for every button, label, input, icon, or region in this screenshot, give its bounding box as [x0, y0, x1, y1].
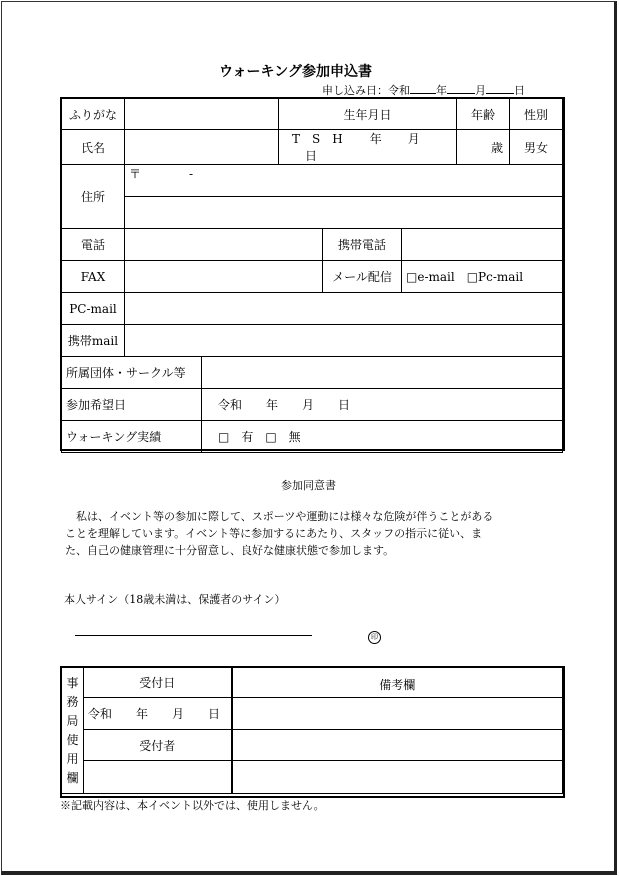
office-char: 用 [66, 751, 79, 766]
office-use-table [61, 667, 563, 794]
birthdate-label: 生年月日 [279, 99, 457, 130]
era-options: T S H [292, 132, 343, 146]
office-char: 欄 [66, 770, 79, 785]
address-label: 住所 [62, 165, 125, 229]
year-label: 年 [436, 84, 447, 97]
year-blank[interactable] [410, 93, 436, 94]
mobile-mail-field[interactable] [125, 325, 563, 357]
postal-dash: - [189, 167, 194, 181]
name-label: 氏名 [62, 130, 125, 165]
consent-line-2: ことを理解しています。イベント等に参加するにあたり、スタッフの指示に従い、ま [65, 527, 483, 540]
office-char: 局 [66, 713, 79, 728]
walking-record-label: ウォーキング実績 [62, 421, 202, 453]
furigana-label: ふりがな [62, 99, 125, 130]
sex-label: 性別 [510, 99, 563, 130]
office-char: 使 [66, 732, 79, 747]
age-label: 年齢 [457, 99, 510, 130]
desired-date-label: 参加希望日 [62, 389, 202, 421]
birth-month-label: 月 [407, 132, 420, 146]
footer-note: ※記載内容は、本イベント以外では、使用しません。 [60, 799, 325, 812]
birth-day-label: 日 [305, 149, 318, 163]
pc-mail-label: PC-mail [62, 293, 125, 325]
application-date-label: 申し込み日：令和 [322, 84, 410, 97]
mail-delivery-options[interactable]: □e-mail □Pc-mail [402, 261, 563, 293]
desired-date-field[interactable]: 令和 年 月 日 [202, 389, 563, 421]
pc-mail-field[interactable] [125, 293, 563, 325]
mail-delivery-label: メール配信 [323, 261, 402, 293]
address-field[interactable] [125, 197, 563, 229]
name-field[interactable] [125, 130, 279, 165]
postal-mark: 〒 [129, 167, 142, 181]
age-field[interactable] [457, 130, 510, 165]
month-blank[interactable] [447, 93, 475, 94]
phone-field[interactable] [125, 229, 323, 261]
sex-options[interactable]: 男女 [510, 130, 563, 165]
remarks-field-3[interactable] [232, 761, 563, 794]
receiver-field[interactable] [84, 761, 232, 794]
postal-code-field[interactable] [125, 165, 563, 197]
group-field[interactable] [202, 357, 563, 389]
walking-record-options[interactable]: □ 有 □ 無 [202, 421, 563, 453]
furigana-field[interactable] [125, 99, 279, 130]
day-blank[interactable] [486, 93, 514, 94]
consent-heading: 参加同意書 [281, 479, 336, 492]
birth-year-label: 年 [369, 132, 382, 146]
received-date-label: 受付日 [84, 668, 232, 698]
form-title: ウォーキング参加申込書 [219, 64, 373, 80]
remarks-label: 備考欄 [232, 668, 563, 698]
remarks-field-2[interactable] [232, 730, 563, 761]
remarks-field-1[interactable] [232, 698, 563, 730]
phone-label: 電話 [62, 229, 125, 261]
office-use-label [62, 668, 84, 794]
age-unit: 歳 [491, 140, 504, 155]
mobile-phone-label: 携帯電話 [323, 229, 402, 261]
office-char: 務 [66, 694, 79, 709]
month-label: 月 [475, 84, 486, 97]
fax-field[interactable] [125, 261, 323, 293]
mobile-mail-label: 携帯mail [62, 325, 125, 357]
main-form [61, 98, 563, 453]
seal-mark [368, 624, 381, 644]
birthdate-field[interactable] [279, 130, 457, 165]
received-date-field[interactable]: 令和 年 月 日 [84, 698, 232, 730]
fax-label: FAX [62, 261, 125, 293]
application-date [322, 82, 525, 98]
signature-label: 本人サイン（18歳未満は、保護者のサイン） [64, 593, 286, 606]
day-label: 日 [514, 84, 525, 97]
consent-line-3: た、自己の健康管理に十分留意し、良好な健康状態で参加します。 [65, 544, 395, 557]
signature-line[interactable] [75, 635, 312, 636]
receiver-label: 受付者 [84, 730, 232, 761]
seal-icon: 印 [368, 631, 381, 644]
mobile-phone-field[interactable] [402, 229, 563, 261]
office-char: 事 [66, 675, 79, 690]
consent-line-1: 私は、イベント等の参加に際して、スポーツや運動には様々な危険が伴うことがある [65, 510, 494, 523]
group-label: 所属団体・サークル等 [62, 357, 202, 389]
